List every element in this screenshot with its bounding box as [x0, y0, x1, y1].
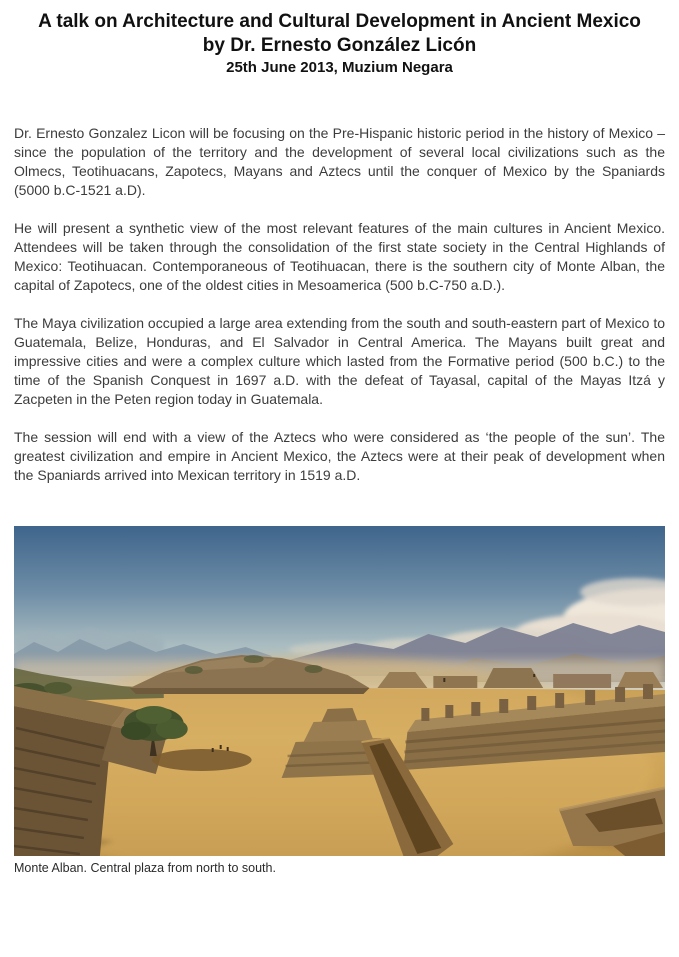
paragraph-aztecs: The session will end with a view of the Aztecs who were considered as ‘the people of the sun’. The greatest civilization and empire in Ancient Mexico, the Aztecs were at their peak of development when the Spaniards arrived into Mexican territory in 1519 a.D.: [14, 429, 665, 483]
photo-caption: Monte Alban. Central plaza from north to south.: [14, 861, 276, 875]
monte-alban-photo: [14, 526, 665, 856]
paragraph-intro: Dr. Ernesto Gonzalez Licon will be focusing on the Pre-Hispanic historic period in the history of Mexico – since the population of the territory and the development of several local civilizations such as the Olmecs, Teotihuacans, Zapotecs, Mayans and Aztecs until the conquer of Mexico by the Spaniards (5000 b.C-1521 a.D).: [14, 125, 665, 198]
page-title: A talk on Architecture and Cultural Development in Ancient Mexico by Dr. Ernesto González Licón: [38, 11, 641, 56]
paragraph-teotihuacan: He will present a synthetic view of the most relevant features of the main cultures in Ancient Mexico. Attendees will be taken through the consolidation of the first state society in the Central Highlands of Mexico: Teotihuacan. Contemporaneous of Teotihuacan, there is the southern city of Monte Alban, the capital of Zapotecs, one of the oldest cities in Mesoamerica (500 b.C-750 a.D.).: [14, 220, 665, 293]
paragraph-maya: The Maya civilization occupied a large area extending from the south and south-eastern part of Mexico to Guatemala, Belize, Honduras, and El Salvador in Central America. The Mayans built great and impressive cities and were a complex culture which lasted from the Formative period (500 b.C.) to the time of the Spanish Conquest in 1697 a.D. with the defeat of Tayasal, capital of the Mayas Itzá y Zacpeten in the Peten region today in Guatemala.: [14, 315, 665, 407]
page-subtitle: 25th June 2013, Muzium Negara: [226, 59, 453, 76]
body-text: [14, 124, 665, 485]
monte-alban-figure: [14, 526, 665, 876]
